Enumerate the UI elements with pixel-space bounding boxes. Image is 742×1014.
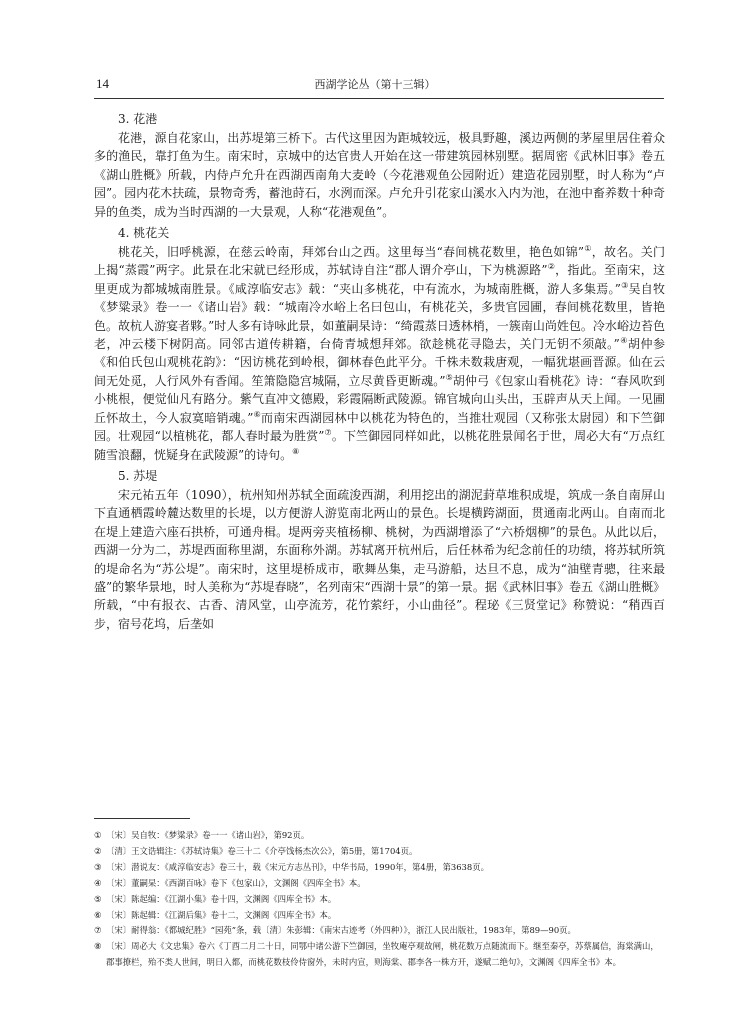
footnote-mark: ① <box>94 830 102 840</box>
text-run: 宋元祐五年（1090），杭州知州苏轼全面疏浚西湖，利用挖出的湖泥葑草堆积成堤，筑成一条自南屏山下直通栖霞岭麓达数里的长堤，以方便游人游览南北两山的景色。长堤横跨湖面，贯通南北两山。自南而北在堤上建造六座石拱桥，可通舟楫。堤两旁夹植杨柳、桃树，为西湖增添了“六桥烟柳”的景色。从此以后，西湖一分为二，苏堤西面称里湖，东面称外湖。苏轼离开杭州后，后任林希为纪念前任的功绩，将苏轼所筑的堤命名为“苏公堤”。南宋时，这里堤桥成市，歌舞丛集，走马游船，达旦不息，成为“油壁青骢，往来最盛”的繁华景地，时人美称为“苏堤春晓”，名列南宋“西湖十景”的第一景。据《武林旧事》卷五《湖山胜概》所载，“中有报衣、古香、清风堂，山亭流芳，花竹萦纡，小山曲径”。程珌《三贤堂记》称赞说：“稍西百步，宿号花坞，后垄如 <box>94 487 665 631</box>
footnote-ref: ⑦ <box>324 428 332 438</box>
footnote-text: 〔宋〕吴自牧：《梦粱录》卷一一《诸山岩》，第92页。 <box>106 830 310 840</box>
footnote-ref: ⑥ <box>253 409 262 419</box>
section-heading: 5. 苏堤 <box>118 468 158 483</box>
paragraph <box>94 486 665 633</box>
section-heading: 3. 花港 <box>118 112 158 126</box>
page-number: 14 <box>96 76 109 91</box>
footnote-ref: ③ <box>620 280 629 290</box>
footnote-mark: ③ <box>94 861 102 872</box>
footnote-mark: ⑤ <box>94 893 102 904</box>
footnote-mark: ④ <box>94 877 102 888</box>
footnote-text: 〔宋〕潜说友：《咸淳临安志》卷三十，载《宋元方志丛刊》，中华书局，1990年，第4册，第3638页。 <box>106 861 489 872</box>
footnote <box>94 892 666 908</box>
text-run: 。下竺御园同样如此，以桃花胜景闻名于世，周必大有“万点红随雪浪翻，恍疑身在武陵源”的诗句。 <box>94 429 666 462</box>
footnote <box>94 939 666 971</box>
footnote <box>94 876 666 892</box>
footnote <box>94 844 666 860</box>
text-run: ，故名。关门上揭“蒸霞”两字。此景在北宋就已经形成，苏轼诗自注“郡人谓介亭山，下为桃源路” <box>94 245 665 278</box>
footnote-ref: ① <box>584 244 592 254</box>
paragraph <box>94 129 665 221</box>
footnote <box>94 828 666 844</box>
running-title: 西湖学论丛（第十三辑） <box>314 78 436 91</box>
paragraph <box>94 243 665 464</box>
footnote-ref: ⑧ <box>292 446 300 456</box>
footnote-mark: ⑧ <box>94 941 102 952</box>
text-run: 而南宋西湖园林中以桃花为特色的，当推壮观园（又称张太尉园）和下竺御园。壮观园“以植桃花，都人春时最为胜赏” <box>94 410 665 444</box>
footnote-text: 〔清〕王文诰辑注：《苏轼诗集》卷三十二《介亭饯杨杰次公》，第5册，第1704页。 <box>106 845 418 856</box>
footnote-ref: ⑤ <box>445 372 453 382</box>
header-rule <box>94 98 664 99</box>
footnote-mark: ⑦ <box>94 925 102 936</box>
footnote <box>94 923 666 939</box>
footnote-text: 〔宋〕耐得翁：《都城纪胜》“园苑”条，载〔清〕朱彭辑：《南宋古迹考（外四种）》，浙江人民出版社，1983年，第89—90页。 <box>106 925 576 936</box>
footnote-ref: ② <box>547 262 556 272</box>
footnote-mark: ② <box>94 845 102 856</box>
section-heading: 4. 桃花关 <box>118 226 170 241</box>
footnote <box>94 860 666 876</box>
footnote-text: 〔宋〕陈起辑：《江湖后集》卷十二，文渊阁《四库全书》本。 <box>106 909 337 920</box>
footnote-text: 〔宋〕董嗣杲：《西湖百咏》卷下《包家山》，文渊阁《四库全书》本。 <box>106 877 366 888</box>
text-run: 胡仲参《和伯氏包山观桃花韵》：“因访桃花到岭根，御林春色此平分。千株未数栽唐观，一幅犹堪画晋源。仙在云间无处觅，人行风外有香闻。笙箫隐隐宫城隔，立尽黄昏更断魂。” <box>94 337 665 388</box>
footnote-rule <box>94 818 190 819</box>
footnote <box>94 908 666 924</box>
main-text <box>94 110 665 633</box>
text-run: 胡仲弓《包家山看桃花》诗：“春风吹到小桃根，便觉仙凡有路分。紫气直冲文德殿，彩霞隔断武陵源。锦官城向山头出，玉辟声从天上闻。一见圃丘怀故土，今人寂寞暗销魂。” <box>94 373 666 425</box>
text-run: 桃花关，旧呼桃源，在慈云岭南，拜郊台山之西。这里每当“春间桃花数里，艳色如锦” <box>118 245 585 260</box>
text-run: ，指此。至南宋，这里更成为都城城南胜景。《咸淳临安志》载：“夹山多桃花，中有流水，为城南胜概，游人多集焉。” <box>94 263 666 296</box>
footnote-text: 〔宋〕周必大《文忠集》卷六《丁酉二月二十日，同鄂中诸公游下竺御园，坐牧庵亭观故闸，桃花数万点随流而下。继至秦亭，苏蔡属信，海棠满山，郡事撩栏，殆不类人世间，明日入都，而桃花数枝伶侍窗外，未时内宣，则海棠、郡李各一株方开，遂赋二绝句》，文渊阁《四库全书》本。 <box>106 941 659 968</box>
footnotes <box>94 828 666 971</box>
running-header <box>70 76 680 96</box>
text-run: 吴自牧《梦粱录》卷一一《诸山岩》载：“城南冷水峪上名曰包山，有桃花关，多贵官园圃，春间桃花数里，皆艳色。故杭人游宴者夥。”时人多有诗咏此景，如董嗣杲诗：“绮霞蒸日透林梢，一簇南山尚姓包。冷水峪边苔色老，冲云楼下树阴高。同邻古道传耕籍，台倚青城想拜郊。欲趁桃花寻隐去，关门无钥不须敲。” <box>94 281 665 352</box>
footnote-ref: ④ <box>619 336 628 346</box>
text-run: 花港，源自花家山，出苏堤第三桥下。古代这里因为距城较远，极具野趣，溪边两侧的茅屋里居住着众多的渔民，靠打鱼为生。南宋时，京城中的达官贵人开始在这一带建筑园林别墅。据周密《武林旧事》卷五《湖山胜概》所载，内侍卢允升在西湖西南角大麦岭（今花港观鱼公园附近）建造花园别墅，时人称为“卢园”。园内花木扶疏，景物奇秀，蓄池莳石，水洌而深。卢允升引花家山溪水入内为池，在池中畜养数十种奇异的鱼类，成为当时西湖的一大景观，人称“花港观鱼”。 <box>94 131 665 219</box>
footnote-mark: ⑥ <box>94 909 102 920</box>
footnote-text: 〔宋〕陈起编：《江湖小集》卷十四，文渊阁《四库全书》本。 <box>106 893 337 904</box>
